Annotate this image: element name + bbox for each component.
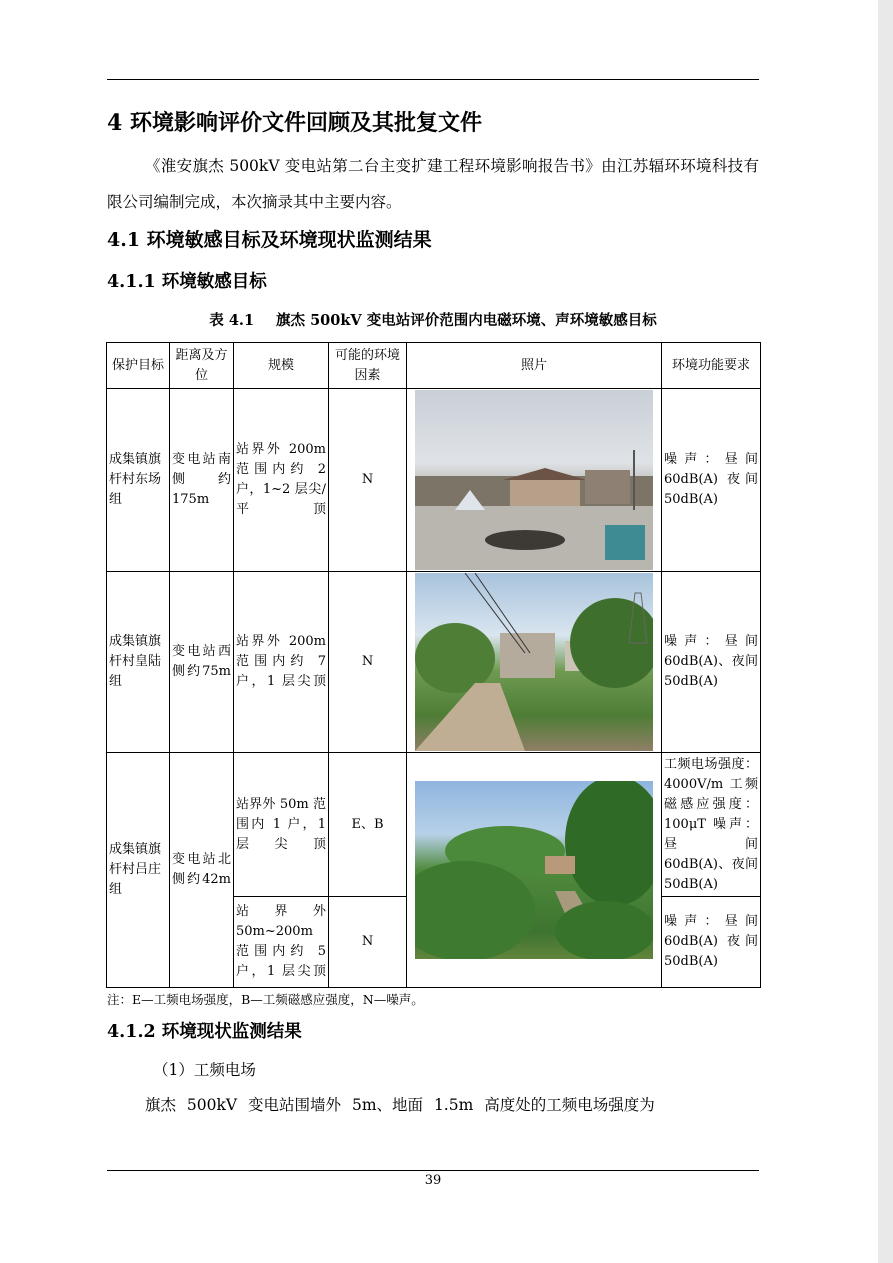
photo-drawing xyxy=(415,781,653,959)
photo-cell xyxy=(407,389,662,572)
section-heading-4-1-2: 4.1.2 环境现状监测结果 xyxy=(107,1022,302,1042)
photo-drawing xyxy=(415,573,653,751)
site-photo-green-path xyxy=(415,781,653,959)
requirement-cell: 工频电场强度：4000V/m 工频磁感应强度：100μT 噪声：昼间 60dB(A)、夜间 50dB(A) xyxy=(662,753,761,897)
distance-cell: 变电站南侧约175m xyxy=(170,389,234,572)
factor-cell: E、B xyxy=(329,753,407,897)
photo-cell xyxy=(407,753,662,988)
header-cell: 照片 xyxy=(407,343,662,389)
requirement-cell: 噪声：昼间 60dB(A)、夜间 50dB(A) xyxy=(662,572,761,753)
factor-cell: N xyxy=(329,897,407,988)
section-heading-4-1: 4.1 环境敏感目标及环境现状监测结果 xyxy=(107,229,432,251)
target-cell: 成集镇旗杆村吕庄组 xyxy=(107,753,170,988)
header-cell: 可能的环境因素 xyxy=(329,343,407,389)
scale-cell: 站界外 50m 范围内 1 户，1 层尖顶 xyxy=(234,753,329,897)
page-edge-shadow xyxy=(878,0,893,1263)
header-rule xyxy=(107,79,759,80)
header-cell: 距离及方位 xyxy=(170,343,234,389)
photo-cell xyxy=(407,572,662,753)
requirement-cell: 噪声：昼间 60dB(A) 夜间 50dB(A) xyxy=(662,389,761,572)
target-cell: 成集镇旗杆村东场组 xyxy=(107,389,170,572)
page-number: 39 xyxy=(424,1173,442,1188)
table-header-row xyxy=(107,343,761,389)
body-paragraph: 旗杰 500kV 变电站围墙外 5m、地面 1.5m 高度处的工频电场强度为 xyxy=(145,1096,655,1114)
factor-cell: N xyxy=(329,572,407,753)
requirement-cell: 噪声：昼间 60dB(A) 夜间 50dB(A) xyxy=(662,897,761,988)
table-caption-title: 旗杰 500kV 变电站评价范围内电磁环境、声环境敏感目标 xyxy=(276,312,657,329)
factor-cell: N xyxy=(329,389,407,572)
sensitive-targets-table xyxy=(106,342,761,988)
scale-cell: 站界外 50m~200m 范围内约 5 户，1 层尖顶 xyxy=(234,897,329,988)
distance-cell: 变电站北侧约42m xyxy=(170,753,234,988)
footer-rule xyxy=(107,1170,759,1171)
table-caption-number: 表 4.1 xyxy=(209,312,255,329)
table-row xyxy=(107,753,761,897)
header-cell: 环境功能要求 xyxy=(662,343,761,389)
target-cell: 成集镇旗杆村皇陆组 xyxy=(107,572,170,753)
table-row xyxy=(107,572,761,753)
table-row xyxy=(107,389,761,572)
scale-cell: 站界外 200m 范围内约 2 户，1~2 层尖/平顶 xyxy=(234,389,329,572)
scale-cell: 站界外 200m 范围内约 7 户，1 层尖顶 xyxy=(234,572,329,753)
sub-item-heading: （1）工频电场 xyxy=(153,1061,256,1079)
header-cell: 规模 xyxy=(234,343,329,389)
section-heading-4-1-1: 4.1.1 环境敏感目标 xyxy=(107,272,267,292)
photo-drawing xyxy=(415,390,653,570)
chapter-heading: 4 环境影响评价文件回顾及其批复文件 xyxy=(107,110,482,136)
header-cell: 保护目标 xyxy=(107,343,170,389)
table-caption xyxy=(107,309,759,330)
table-note: 注：E—工频电场强度，B—工频磁感应强度，N—噪声。 xyxy=(107,992,424,1007)
site-photo-village-houses xyxy=(415,390,653,570)
distance-cell: 变电站西侧约75m xyxy=(170,572,234,753)
site-photo-country-road xyxy=(415,573,653,751)
intro-paragraph: 《淮安旗杰 500kV 变电站第二台主变扩建工程环境影响报告书》由江苏辐环环境科技有限公司编制完成，本次摘录其中主要内容。 xyxy=(107,157,759,211)
